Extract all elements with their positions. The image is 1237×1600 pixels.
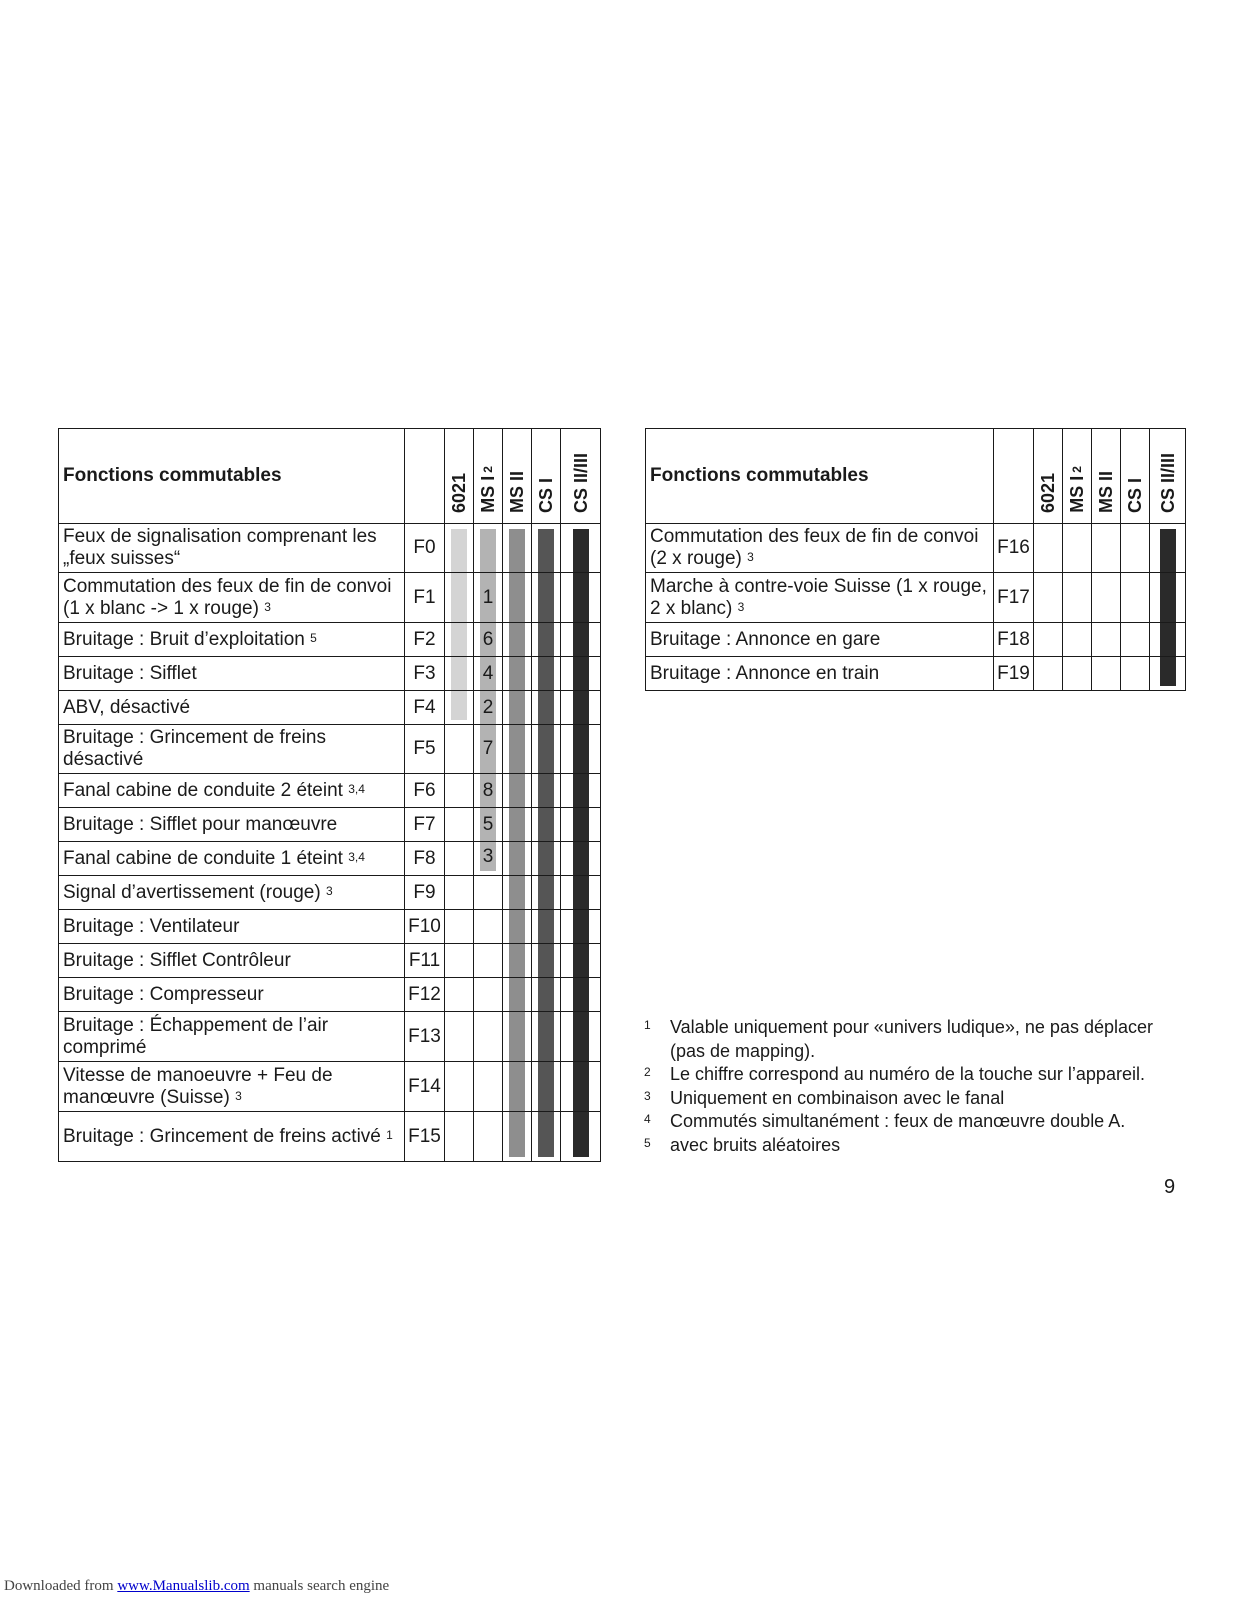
mark-cs1 — [532, 774, 561, 808]
mark-ms1 — [1063, 524, 1092, 573]
function-description: Signal d’avertissement (rouge) $^3$ — [59, 876, 405, 910]
mark-ms1 — [474, 978, 503, 1012]
mark-ms1 — [474, 1012, 503, 1062]
availability-bar — [573, 842, 589, 875]
header-6021: 6021 — [1034, 429, 1063, 524]
mark-ms2 — [503, 573, 532, 623]
mark-6021 — [445, 1062, 474, 1112]
mark-ms1 — [474, 876, 503, 910]
table-row — [59, 524, 601, 573]
mark-cs1 — [532, 1062, 561, 1112]
function-key: F17 — [994, 573, 1034, 623]
mark-cs23 — [1150, 524, 1186, 573]
table-row — [59, 876, 601, 910]
mark-ms1 — [474, 657, 503, 691]
mark-cs23 — [561, 774, 601, 808]
availability-bar — [451, 623, 467, 656]
function-description: Bruitage : Annonce en train — [646, 657, 994, 691]
availability-bar — [509, 1012, 525, 1061]
mark-ms2 — [1092, 524, 1121, 573]
function-key: F3 — [405, 657, 445, 691]
mark-ms1 — [474, 842, 503, 876]
table-row — [646, 524, 1186, 573]
mark-cs23 — [561, 944, 601, 978]
mark-ms2 — [1092, 657, 1121, 691]
fn-header-empty — [994, 429, 1034, 524]
mark-cs23 — [561, 1012, 601, 1062]
availability-bar — [451, 691, 467, 720]
function-description: Vitesse de manoeuvre + Feu de manœuvre (Suisse) $^3$ — [59, 1062, 405, 1112]
mark-ms2 — [503, 808, 532, 842]
availability-bar — [509, 725, 525, 773]
mark-cs23 — [561, 1112, 601, 1162]
mark-cs23 — [561, 657, 601, 691]
availability-bar — [509, 623, 525, 656]
mark-6021 — [445, 1012, 474, 1062]
mark-cs1 — [532, 808, 561, 842]
mark-ms2 — [503, 842, 532, 876]
function-description: Bruitage : Sifflet — [59, 657, 405, 691]
mark-6021 — [445, 657, 474, 691]
table-row — [59, 944, 601, 978]
availability-bar — [573, 1062, 589, 1111]
function-key: F6 — [405, 774, 445, 808]
function-key: F9 — [405, 876, 445, 910]
availability-bar — [573, 1112, 589, 1157]
availability-bar — [573, 876, 589, 909]
mark-ms1 — [474, 1062, 503, 1112]
function-key: F0 — [405, 524, 445, 573]
footnote: 5 avec bruits aléatoires — [644, 1134, 841, 1155]
table-row — [646, 623, 1186, 657]
mark-cs1 — [532, 524, 561, 573]
availability-bar — [538, 944, 554, 977]
mark-ms1 — [474, 725, 503, 774]
availability-bar — [509, 691, 525, 724]
mark-cs1 — [1121, 657, 1150, 691]
mark-ms2 — [503, 1012, 532, 1062]
mark-ms1 — [474, 808, 503, 842]
availability-bar — [538, 691, 554, 724]
mark-cs23 — [561, 524, 601, 573]
availability-bar: 8 — [480, 774, 496, 807]
mark-6021 — [1034, 657, 1063, 691]
mark-ms1 — [1063, 623, 1092, 657]
footnote: 3 Uniquement en combinaison avec le fanal — [644, 1087, 1005, 1108]
table-row — [59, 691, 601, 725]
table-row — [59, 808, 601, 842]
availability-bar — [573, 910, 589, 943]
function-key: F13 — [405, 1012, 445, 1062]
mark-6021 — [445, 944, 474, 978]
header-ms2: MS II — [1092, 429, 1121, 524]
mark-ms2 — [503, 691, 532, 725]
function-description: Bruitage : Grincement de freins activé $^1$ — [59, 1112, 405, 1162]
mark-ms2 — [503, 657, 532, 691]
mark-ms2 — [503, 910, 532, 944]
availability-bar — [573, 808, 589, 841]
mark-cs1 — [532, 691, 561, 725]
table-header-row — [646, 429, 1186, 524]
availability-bar: 6 — [480, 623, 496, 656]
availability-bar — [509, 774, 525, 807]
availability-bar: 1 — [480, 573, 496, 622]
mark-cs23 — [1150, 573, 1186, 623]
function-key: F19 — [994, 657, 1034, 691]
table-row — [59, 1062, 601, 1112]
mark-cs1 — [1121, 623, 1150, 657]
availability-bar — [509, 1062, 525, 1111]
availability-bar — [538, 529, 554, 572]
function-key: F10 — [405, 910, 445, 944]
mark-cs1 — [532, 657, 561, 691]
header-cs1: CS I — [1121, 429, 1150, 524]
mark-cs23 — [561, 808, 601, 842]
function-key: F11 — [405, 944, 445, 978]
availability-bar — [1160, 657, 1176, 686]
mark-ms2 — [503, 944, 532, 978]
availability-bar — [573, 691, 589, 724]
availability-bar — [538, 876, 554, 909]
manualslib-link[interactable]: www.Manualslib.com — [117, 1578, 250, 1594]
mark-ms1 — [474, 910, 503, 944]
availability-bar — [509, 842, 525, 875]
availability-bar — [451, 529, 467, 572]
mark-6021 — [445, 573, 474, 623]
availability-bar — [573, 725, 589, 773]
availability-bar — [538, 808, 554, 841]
function-key: F15 — [405, 1112, 445, 1162]
table-row — [59, 842, 601, 876]
mark-6021 — [445, 623, 474, 657]
header-6021: 6021 — [445, 429, 474, 524]
availability-bar — [573, 978, 589, 1011]
availability-bar — [538, 1062, 554, 1111]
function-description: Bruitage : Ventilateur — [59, 910, 405, 944]
mark-6021 — [445, 1112, 474, 1162]
availability-bar — [573, 944, 589, 977]
mark-ms2 — [503, 725, 532, 774]
availability-bar — [538, 623, 554, 656]
footnote: 2 Le chiffre correspond au numéro de la touche sur l’appareil. — [644, 1064, 1145, 1084]
function-description: Commutation des feux de fin de convoi (1 x blanc -> 1 x rouge) $^3$ — [59, 573, 405, 623]
mark-ms2 — [1092, 573, 1121, 623]
mark-6021 — [1034, 524, 1063, 573]
mark-cs1 — [532, 910, 561, 944]
mark-6021 — [445, 691, 474, 725]
table-row — [59, 657, 601, 691]
table-row — [646, 573, 1186, 623]
mark-cs1 — [1121, 573, 1150, 623]
mark-cs23 — [561, 691, 601, 725]
availability-bar — [509, 529, 525, 572]
functions-table-left — [58, 428, 601, 1162]
mark-cs1 — [532, 1112, 561, 1162]
availability-bar — [538, 1112, 554, 1157]
availability-bar: 4 — [480, 657, 496, 690]
function-description: Bruitage : Compresseur — [59, 978, 405, 1012]
mark-ms2 — [503, 623, 532, 657]
availability-bar — [1160, 573, 1176, 622]
function-description: Bruitage : Annonce en gare — [646, 623, 994, 657]
table-row — [59, 774, 601, 808]
table-row — [59, 623, 601, 657]
mark-6021 — [445, 978, 474, 1012]
mark-6021 — [445, 524, 474, 573]
function-description: Bruitage : Échappement de l’air comprimé — [59, 1012, 405, 1062]
availability-bar — [451, 573, 467, 622]
mark-6021 — [1034, 573, 1063, 623]
mark-6021 — [445, 774, 474, 808]
availability-bar — [538, 842, 554, 875]
table-title: Fonctions commutables — [59, 429, 405, 524]
mark-cs23 — [561, 1062, 601, 1112]
mark-ms1 — [474, 1112, 503, 1162]
mark-cs1 — [532, 842, 561, 876]
mark-ms2 — [503, 524, 532, 573]
header-ms1: MS I $^2$ — [474, 429, 503, 524]
mark-ms1 — [1063, 573, 1092, 623]
availability-bar — [1160, 529, 1176, 572]
header-ms2: MS II — [503, 429, 532, 524]
mark-ms1 — [474, 691, 503, 725]
function-key: F4 — [405, 691, 445, 725]
mark-cs1 — [532, 623, 561, 657]
availability-bar — [1160, 623, 1176, 656]
availability-bar — [509, 657, 525, 690]
availability-bar: 5 — [480, 808, 496, 841]
mark-ms2 — [503, 774, 532, 808]
function-key: F12 — [405, 978, 445, 1012]
function-description: Feux de signalisation comprenant les „feux suisses“ — [59, 524, 405, 573]
mark-cs23 — [561, 876, 601, 910]
mark-ms1 — [474, 573, 503, 623]
availability-bar — [538, 725, 554, 773]
table-header-row — [59, 429, 601, 524]
mark-6021 — [1034, 623, 1063, 657]
availability-bar: 3 — [480, 842, 496, 871]
mark-cs1 — [532, 1012, 561, 1062]
availability-bar — [573, 573, 589, 622]
mark-cs23 — [1150, 623, 1186, 657]
header-ms1: MS I $^2$ — [1063, 429, 1092, 524]
availability-bar — [509, 573, 525, 622]
table-row — [59, 910, 601, 944]
mark-ms1 — [1063, 657, 1092, 691]
availability-bar — [509, 944, 525, 977]
mark-cs23 — [561, 842, 601, 876]
availability-bar — [573, 657, 589, 690]
function-description: ABV, désactivé — [59, 691, 405, 725]
availability-bar — [509, 876, 525, 909]
footnotes — [644, 1016, 1184, 1157]
availability-bar — [509, 978, 525, 1011]
mark-6021 — [445, 876, 474, 910]
availability-bar — [538, 774, 554, 807]
function-description: Marche à contre-voie Suisse (1 x rouge, 2 x blanc) $^3$ — [646, 573, 994, 623]
header-cs23: CS II/III — [1150, 429, 1186, 524]
mark-cs23 — [561, 910, 601, 944]
function-description: Commutation des feux de fin de convoi (2 x rouge) $^3$ — [646, 524, 994, 573]
mark-ms2 — [503, 978, 532, 1012]
function-key: F1 — [405, 573, 445, 623]
mark-6021 — [445, 725, 474, 774]
availability-bar — [538, 1012, 554, 1061]
function-key: F7 — [405, 808, 445, 842]
availability-bar — [538, 573, 554, 622]
mark-ms1 — [474, 623, 503, 657]
mark-ms2 — [503, 876, 532, 910]
availability-bar — [451, 657, 467, 690]
header-cs23: CS II/III — [561, 429, 601, 524]
function-description: Fanal cabine de conduite 1 éteint $^{3,4}$ — [59, 842, 405, 876]
function-description: Fanal cabine de conduite 2 éteint $^{3,4}$ — [59, 774, 405, 808]
mark-ms2 — [503, 1062, 532, 1112]
mark-ms1 — [474, 524, 503, 573]
footnote: 4 Commutés simultanément : feux de manœuvre double A. — [644, 1111, 1126, 1131]
availability-bar — [509, 1112, 525, 1157]
mark-6021 — [445, 808, 474, 842]
footnote: 1 Valable uniquement pour «univers ludique», ne pas déplacer (pas de mapping). — [644, 1017, 1154, 1061]
availability-bar — [509, 910, 525, 943]
mark-ms2 — [1092, 623, 1121, 657]
mark-ms1 — [474, 774, 503, 808]
function-description: Bruitage : Sifflet Contrôleur — [59, 944, 405, 978]
function-key: F14 — [405, 1062, 445, 1112]
mark-cs23 — [561, 623, 601, 657]
download-footer: Downloaded from www.Manualslib.com manuals search engine — [4, 1578, 390, 1594]
table-row — [646, 657, 1186, 691]
function-key: F18 — [994, 623, 1034, 657]
availability-bar — [573, 774, 589, 807]
availability-bar — [573, 623, 589, 656]
mark-cs23 — [561, 573, 601, 623]
function-description: Bruitage : Grincement de freins désactivé — [59, 725, 405, 774]
header-cs1: CS I — [532, 429, 561, 524]
table-row — [59, 725, 601, 774]
function-key: F16 — [994, 524, 1034, 573]
mark-ms1 — [474, 944, 503, 978]
mark-cs1 — [532, 978, 561, 1012]
mark-cs23 — [561, 725, 601, 774]
availability-bar: 2 — [480, 691, 496, 724]
mark-6021 — [445, 842, 474, 876]
table-row — [59, 1112, 601, 1162]
availability-bar — [573, 529, 589, 572]
availability-bar: 7 — [480, 725, 496, 773]
functions-table-right — [645, 428, 1186, 691]
availability-bar — [480, 529, 496, 572]
availability-bar — [538, 978, 554, 1011]
mark-cs1 — [532, 876, 561, 910]
table-title: Fonctions commutables — [646, 429, 994, 524]
mark-cs1 — [1121, 524, 1150, 573]
mark-cs23 — [561, 978, 601, 1012]
page-number: 9 — [1164, 1176, 1176, 1198]
function-key: F8 — [405, 842, 445, 876]
mark-cs23 — [1150, 657, 1186, 691]
availability-bar — [509, 808, 525, 841]
fn-header-empty — [405, 429, 445, 524]
function-key: F5 — [405, 725, 445, 774]
function-description: Bruitage : Sifflet pour manœuvre — [59, 808, 405, 842]
table-row — [59, 1012, 601, 1062]
function-description: Bruitage : Bruit d’exploitation $^5$ — [59, 623, 405, 657]
mark-cs1 — [532, 944, 561, 978]
table-row — [59, 573, 601, 623]
mark-cs1 — [532, 725, 561, 774]
function-key: F2 — [405, 623, 445, 657]
mark-cs1 — [532, 573, 561, 623]
mark-ms2 — [503, 1112, 532, 1162]
availability-bar — [573, 1012, 589, 1061]
table-row — [59, 978, 601, 1012]
mark-6021 — [445, 910, 474, 944]
availability-bar — [538, 657, 554, 690]
availability-bar — [538, 910, 554, 943]
